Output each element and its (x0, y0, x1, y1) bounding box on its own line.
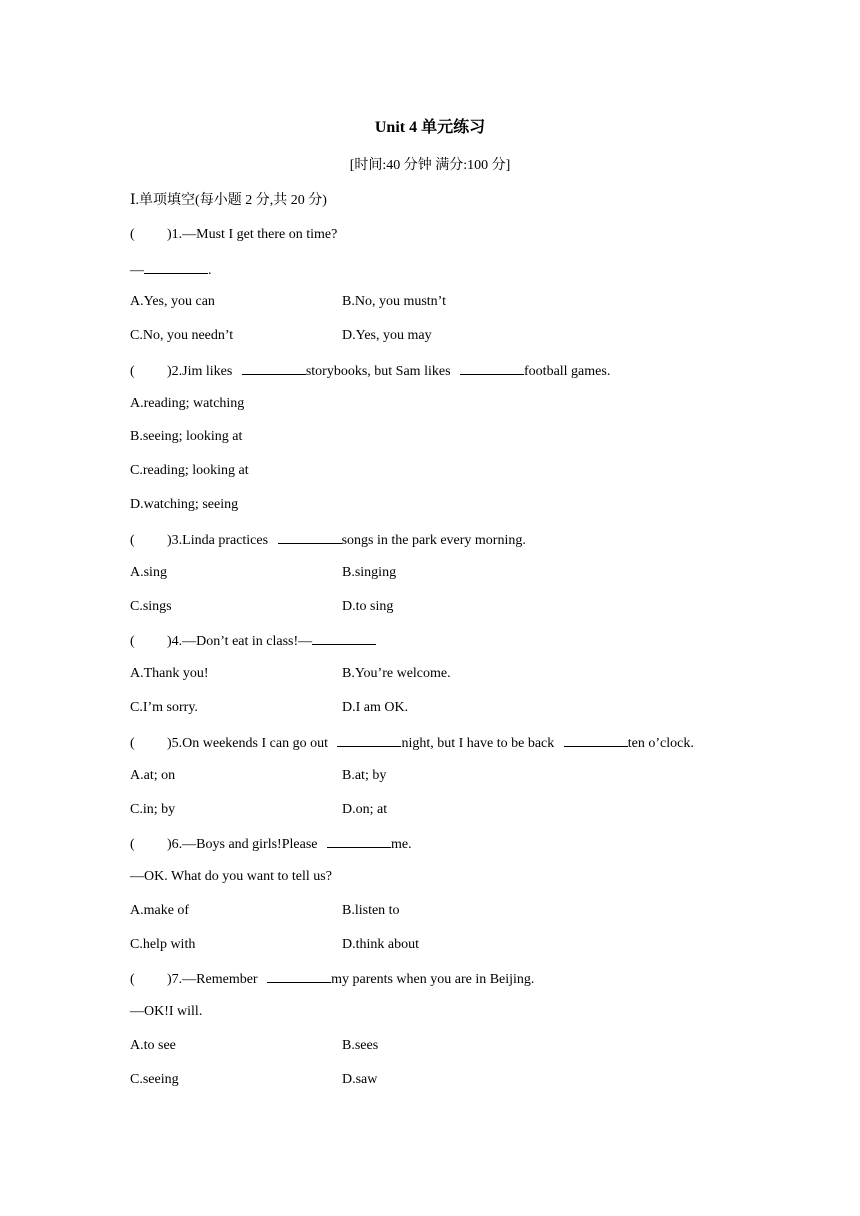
fill-blank (460, 360, 524, 375)
question-4-option-a: A.Thank you! (130, 666, 209, 681)
question-3-option-a: A.sing (130, 565, 167, 580)
answer-bracket: ( (130, 837, 135, 852)
question-6-option-d: D.think about (342, 937, 419, 952)
fill-blank (327, 833, 391, 848)
question-2-option-d: D.watching; seeing (130, 497, 239, 512)
question-6: ( )6.—Boys and girls!Please me. (130, 833, 412, 853)
question-1-option-c: C.No, you needn’t (130, 328, 234, 343)
question-3-option-c: C.sings (130, 599, 172, 614)
question-3-option-d: D.to sing (342, 599, 394, 614)
question-3: ( )3.Linda practices songs in the park every morning. (130, 529, 526, 549)
question-1 (130, 225, 337, 245)
fill-blank (337, 732, 401, 747)
question-5: ( )5.On weekends I can go out night, but I have to be back ten o’clock. (130, 732, 694, 752)
question-5-option-a: A.at; on (130, 768, 176, 783)
answer-bracket: ( (130, 736, 135, 751)
question-5-option-c: C.in; by (130, 802, 176, 817)
fill-blank (267, 968, 331, 983)
question-1-option-a: A.Yes, you can (130, 294, 215, 309)
question-2-option-c: C.reading; looking at (130, 463, 249, 478)
question-4-option-c: C.I’m sorry. (130, 700, 198, 715)
answer-bracket: ( (130, 364, 135, 379)
question-7-option-d: D.saw (342, 1072, 378, 1087)
question-2-option-b: B.seeing; looking at (130, 429, 243, 444)
question-7-reply: —OK!I will. (130, 1004, 203, 1019)
fill-blank (242, 360, 306, 375)
question-2-option-a: A.reading; watching (130, 396, 245, 411)
fill-blank (312, 630, 376, 645)
question-6-option-a: A.make of (130, 903, 190, 918)
question-3-option-b: B.singing (342, 565, 397, 580)
answer-bracket: ( (130, 634, 135, 649)
question-6-option-b: B.listen to (342, 903, 400, 918)
question-6-reply: —OK. What do you want to tell us? (130, 869, 332, 884)
question-1-answer-line: — . (130, 259, 212, 279)
question-7-option-b: B.sees (342, 1038, 379, 1053)
question-2: ( )2.Jim likes storybooks, but Sam likes football games. (130, 360, 610, 380)
question-7-option-c: C.seeing (130, 1072, 179, 1087)
question-4-option-d: D.I am OK. (342, 700, 409, 715)
fill-blank (278, 529, 342, 544)
question-6-option-c: C.help with (130, 937, 196, 952)
question-4: ( )4.—Don’t eat in class!— (130, 630, 376, 650)
page-title: Unit 4 单元练习 (374, 119, 486, 136)
question-1-option-b: B.No, you mustn’t (342, 294, 446, 309)
question-7-option-a: A.to see (130, 1038, 176, 1053)
question-5-option-b: B.at; by (342, 768, 387, 783)
question-7: ( )7.—Remember my parents when you are in Beijing. (130, 968, 534, 988)
section-heading: Ⅰ.单项填空(每小题 2 分,共 20 分) (130, 193, 327, 208)
question-5-option-d: D.on; at (342, 802, 388, 817)
answer-bracket: ( (130, 227, 135, 242)
answer-bracket: ( (130, 972, 135, 987)
question-1-option-d: D.Yes, you may (342, 328, 432, 343)
question-4-option-b: B.You’re welcome. (342, 666, 451, 681)
question-1-stem: )1.—Must I get there on time? (167, 227, 338, 242)
answer-bracket: ( (130, 533, 135, 548)
fill-blank (564, 732, 628, 747)
exam-info: [时间:40 分钟 满分:100 分] (349, 158, 511, 173)
fill-blank (144, 259, 208, 274)
